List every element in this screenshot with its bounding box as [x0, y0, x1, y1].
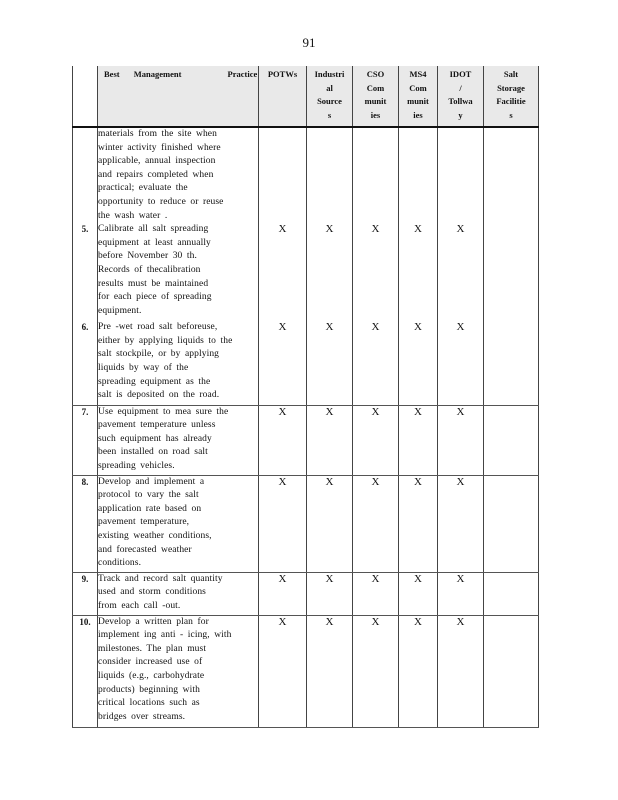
- mark-cso: X: [353, 405, 399, 475]
- mark-idot: X: [438, 615, 484, 727]
- mark-salt-storage: [484, 321, 539, 405]
- practice-text: Calibrate all salt spreading equipment at least annually before November 30 th. Records of thecalibration results must be maintained for each piece of spreading equipment.: [98, 223, 259, 321]
- bmp-table: [72, 66, 539, 728]
- header-best-management-practice: [98, 66, 259, 127]
- table-row: [73, 405, 539, 475]
- mark-potws: [259, 127, 307, 223]
- page-number: 91: [302, 35, 316, 50]
- mark-potws: X: [259, 405, 307, 475]
- header-ms4-communities: MS4 Com munit ies: [399, 66, 438, 127]
- mark-idot: X: [438, 321, 484, 405]
- table-row: [73, 475, 539, 572]
- practice-text: Pre -wet road salt beforeuse, either by applying liquids to the salt stockpile, or by applying liquids by way of the spreading equipment as the salt is deposited on the road.: [98, 321, 259, 405]
- header-number: [73, 66, 98, 127]
- table-header-row: [73, 66, 539, 127]
- header-potws: POTWs: [259, 66, 307, 127]
- mark-cso: X: [353, 615, 399, 727]
- row-number: [73, 127, 98, 223]
- mark-cso: X: [353, 321, 399, 405]
- mark-potws: X: [259, 475, 307, 572]
- practice-text: materials from the site when winter activity finished where applicable, annual inspection and repairs completed when practical; evaluate the opportunity to reduce or reuse the wash water .: [98, 127, 259, 223]
- mark-salt-storage: [484, 475, 539, 572]
- mark-idot: X: [438, 223, 484, 321]
- mark-idot: X: [438, 475, 484, 572]
- mark-potws: X: [259, 615, 307, 727]
- row-number: 8.: [73, 475, 98, 572]
- mark-industrial: X: [307, 223, 353, 321]
- practice-text: Use equipment to mea sure the pavement temperature unless such equipment has already been installed on road salt spreading vehicles.: [98, 405, 259, 475]
- mark-idot: [438, 127, 484, 223]
- table-row: [73, 127, 539, 223]
- table-row: [73, 615, 539, 727]
- mark-cso: X: [353, 475, 399, 572]
- mark-salt-storage: [484, 572, 539, 615]
- mark-industrial: X: [307, 405, 353, 475]
- mark-ms4: X: [399, 615, 438, 727]
- row-number: 9.: [73, 572, 98, 615]
- header-word-practice: Practice: [227, 69, 258, 79]
- mark-ms4: X: [399, 321, 438, 405]
- mark-cso: [353, 127, 399, 223]
- mark-industrial: X: [307, 572, 353, 615]
- mark-ms4: X: [399, 405, 438, 475]
- header-idot-tollway: IDOT / Tollwa y: [438, 66, 484, 127]
- row-number: 7.: [73, 405, 98, 475]
- mark-potws: X: [259, 572, 307, 615]
- mark-cso: X: [353, 572, 399, 615]
- mark-ms4: X: [399, 223, 438, 321]
- mark-salt-storage: [484, 615, 539, 727]
- row-number: 10.: [73, 615, 98, 727]
- mark-industrial: X: [307, 475, 353, 572]
- mark-ms4: X: [399, 475, 438, 572]
- mark-idot: X: [438, 405, 484, 475]
- mark-salt-storage: [484, 223, 539, 321]
- mark-industrial: [307, 127, 353, 223]
- mark-industrial: X: [307, 615, 353, 727]
- header-cso-communities: CSO Com munit ies: [353, 66, 399, 127]
- mark-ms4: [399, 127, 438, 223]
- row-number: 6.: [73, 321, 98, 405]
- practice-text: Track and record salt quantity used and storm conditions from each call -out.: [98, 572, 259, 615]
- practice-text: Develop and implement a protocol to vary the salt application rate based on pavement temperature, existing weather conditions, and forecasted weather conditions.: [98, 475, 259, 572]
- header-salt-storage-facilities: Salt Storage Facilitie s: [484, 66, 539, 127]
- header-word-best: Best: [104, 69, 120, 79]
- header-industrial-sources: Industri al Source s: [307, 66, 353, 127]
- row-number: 5.: [73, 223, 98, 321]
- table-row: [73, 223, 539, 321]
- mark-potws: X: [259, 223, 307, 321]
- practice-text: Develop a written plan for implement ing anti - icing, with milestones. The plan must consider increased use of liquids (e.g., carbohydrate products) beginning with critical locations such as bridges over streams.: [98, 615, 259, 727]
- mark-salt-storage: [484, 127, 539, 223]
- mark-potws: X: [259, 321, 307, 405]
- mark-ms4: X: [399, 572, 438, 615]
- mark-idot: X: [438, 572, 484, 615]
- mark-cso: X: [353, 223, 399, 321]
- header-word-management: Management: [133, 69, 182, 79]
- table-row: [73, 321, 539, 405]
- mark-salt-storage: [484, 405, 539, 475]
- table-row: [73, 572, 539, 615]
- mark-industrial: X: [307, 321, 353, 405]
